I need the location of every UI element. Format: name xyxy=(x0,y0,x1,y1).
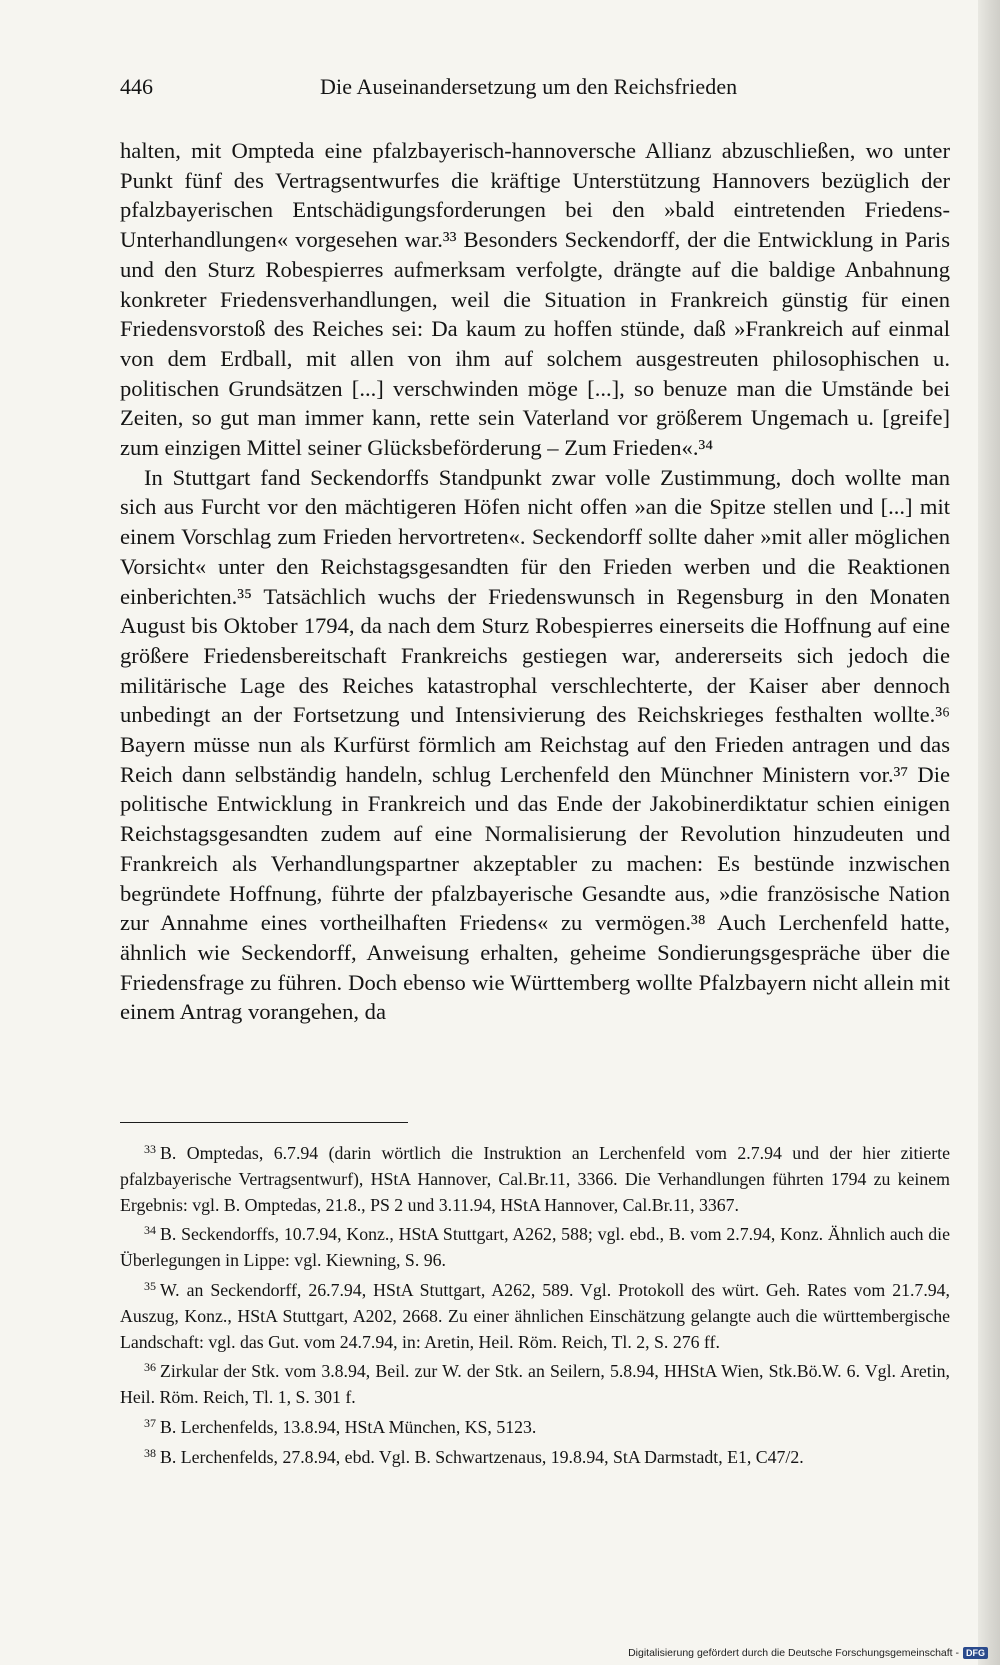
footnote-number: 38 xyxy=(144,1445,156,1460)
paragraph: In Stuttgart fand Seckendorffs Standpunkt zwar volle Zustimmung, doch wollte man sich aus Furcht vor den mächtigeren Höfen nicht offen »an die Spitze stellen und [...] mit einem Vorschlag zum Frieden hervortreten«. Seckendorff sollte daher »mit aller möglichen Vorsicht« unter den Reichstagsgesandten für den Frieden werben und die Reaktionen einberichten.³⁵ Tatsächlich wuchs der Friedenswunsch in Regensburg in den Monaten August bis Oktober 1794, da nach dem Sturz Robespierres einerseits die Hoffnung auf eine größere Friedensbereitschaft Frankreichs gestiegen war, andererseits sich jedoch die militärische Lage des Reiches katastrophal verschlechterte, der Kaiser aber dennoch unbedingt an der Fortsetzung und Intensivierung des Reichskrieges festhalten wollte.³⁶ Bayern müsse nun als Kurfürst förmlich am Reichstag auf den Frieden antragen und das Reich dann selbständig handeln, schlug Lerchenfeld den Münchner Ministern vor.³⁷ Die politische Entwicklung in Frankreich und das Ende der Jakobinerdiktatur schien einigen Reichstagsgesandten zudem auf eine Normalisierung der Revolution hinzudeuten und Frankreich als Verhandlungspartner akzeptabler zu machen: Es bestünde inzwischen begründete Hoffnung, führte der pfalzbayerische Gesandte aus, »die französische Nation zur Annahme eines vortheilhaften Friedens« zu vermögen.³⁸ Auch Lerchenfeld hatte, ähnlich wie Seckendorff, Anweisung erhalten, geheime Sondierungsgespräche über die Friedensfrage zu führen. Doch ebenso wie Württemberg wollte Pfalzbayern nicht allein mit einem Antrag vorangehen, da xyxy=(120,464,950,1025)
footnote-number: 35 xyxy=(144,1278,156,1293)
footnote xyxy=(120,1218,950,1274)
paragraph: halten, mit Ompteda eine pfalzbayerisch-hannoversche Allianz abzuschließen, wo unter Punkt fünf des Vertragsentwurfes die kräftige Unterstützung Hannovers bezüglich der pfalzbayerischen Entschädigungsforderungen bei den »bald eintretenden Friedens-Unterhandlungen« vorgesehen war.³³ Besonders Seckendorff, der die Entwicklung in Paris und den Sturz Robespierres aufmerksam verfolgte, drängte auf die baldige Anbahnung konkreter Friedensverhandlungen, weil die Situation in Frankreich günstig für einen Friedensvorstoß des Reiches sei: Da kaum zu hoffen stünde, daß »Frankreich auf einmal von dem Erdball, mit allen von ihm auf solchem ausgestreuten philosophischen u. politischen Grundsätzen [...] verschwinden möge [...], so benuze man die Umstände bei Zeiten, so gut man immer kann, rette sein Vaterland vor größerem Ungemach u. [greife] zum einzigen Mittel seiner Glücksbeförderung – Zum Frieden«.³⁴ xyxy=(120,138,950,461)
credit-text: Digitalisierung gefördert durch die Deutsche Forschungsgemeinschaft - xyxy=(628,1647,959,1659)
page-header xyxy=(120,74,950,114)
footnote xyxy=(120,1274,950,1355)
page-edge-shadow xyxy=(978,0,1000,1665)
footnote xyxy=(120,1137,950,1218)
footnote-number: 34 xyxy=(144,1223,156,1238)
footnotes xyxy=(120,1137,950,1471)
dfg-logo-icon: DFG xyxy=(963,1647,988,1659)
footnote-text: B. Seckendorffs, 10.7.94, Konz., HStA Stuttgart, A262, 588; vgl. ebd., B. vom 2.7.94, Konz. Ähnlich auch die Überlegungen in Lippe: vgl. Kiewning, S. 96. xyxy=(120,1224,950,1271)
body-text xyxy=(120,136,950,1027)
footnote-text: W. an Seckendorff, 26.7.94, HStA Stuttgart, A262, 589. Vgl. Protokoll des würt. Geh. Rates vom 21.7.94, Auszug, Konz., HStA Stuttgart, A202, 2668. Zu einer ähnlichen Einschätzung gelangte auch die württembergische Landschaft: vgl. das Gut. vom 24.7.94, in: Aretin, Heil. Röm. Reich, Tl. 2, S. 276 ff. xyxy=(120,1279,950,1352)
footnote-text: B. Lerchenfelds, 13.8.94, HStA München, KS, 5123. xyxy=(160,1416,537,1437)
footnote xyxy=(120,1355,950,1411)
footnote-separator xyxy=(120,1122,408,1123)
footnote-number: 33 xyxy=(144,1142,156,1156)
footnote xyxy=(120,1441,950,1471)
footnote-text: B. Lerchenfelds, 27.8.94, ebd. Vgl. B. Schwartzenaus, 19.8.94, StA Darmstadt, E1, C47/2. xyxy=(160,1446,804,1467)
footnote-text: B. Omptedas, 6.7.94 (darin wörtlich die Instruktion an Lerchenfeld vom 2.7.94 und der hier zitierte pfalzbayerische Vertragsentwurf), HStA Hannover, Cal.Br.11, 3366. Die Verhandlungen führten 1794 zu keinem Ergebnis: vgl. B. Omptedas, 21.8., PS 2 und 3.11.94, HStA Hannover, Cal.Br.11, 3367. xyxy=(120,1143,950,1215)
footnote-number: 36 xyxy=(144,1360,156,1375)
footnote xyxy=(120,1411,950,1441)
page-number: 446 xyxy=(120,74,153,99)
footnote-text: Zirkular der Stk. vom 3.8.94, Beil. zur W. der Stk. an Seilern, 5.8.94, HHStA Wien, Stk.Bö.W. 6. Vgl. Aretin, Heil. Röm. Reich, Tl. 1, S. 301 f. xyxy=(120,1361,950,1408)
digitization-credit xyxy=(628,1646,988,1660)
footnote-number: 37 xyxy=(144,1415,156,1430)
running-head: Die Auseinandersetzung um den Reichsfrieden xyxy=(320,74,738,99)
